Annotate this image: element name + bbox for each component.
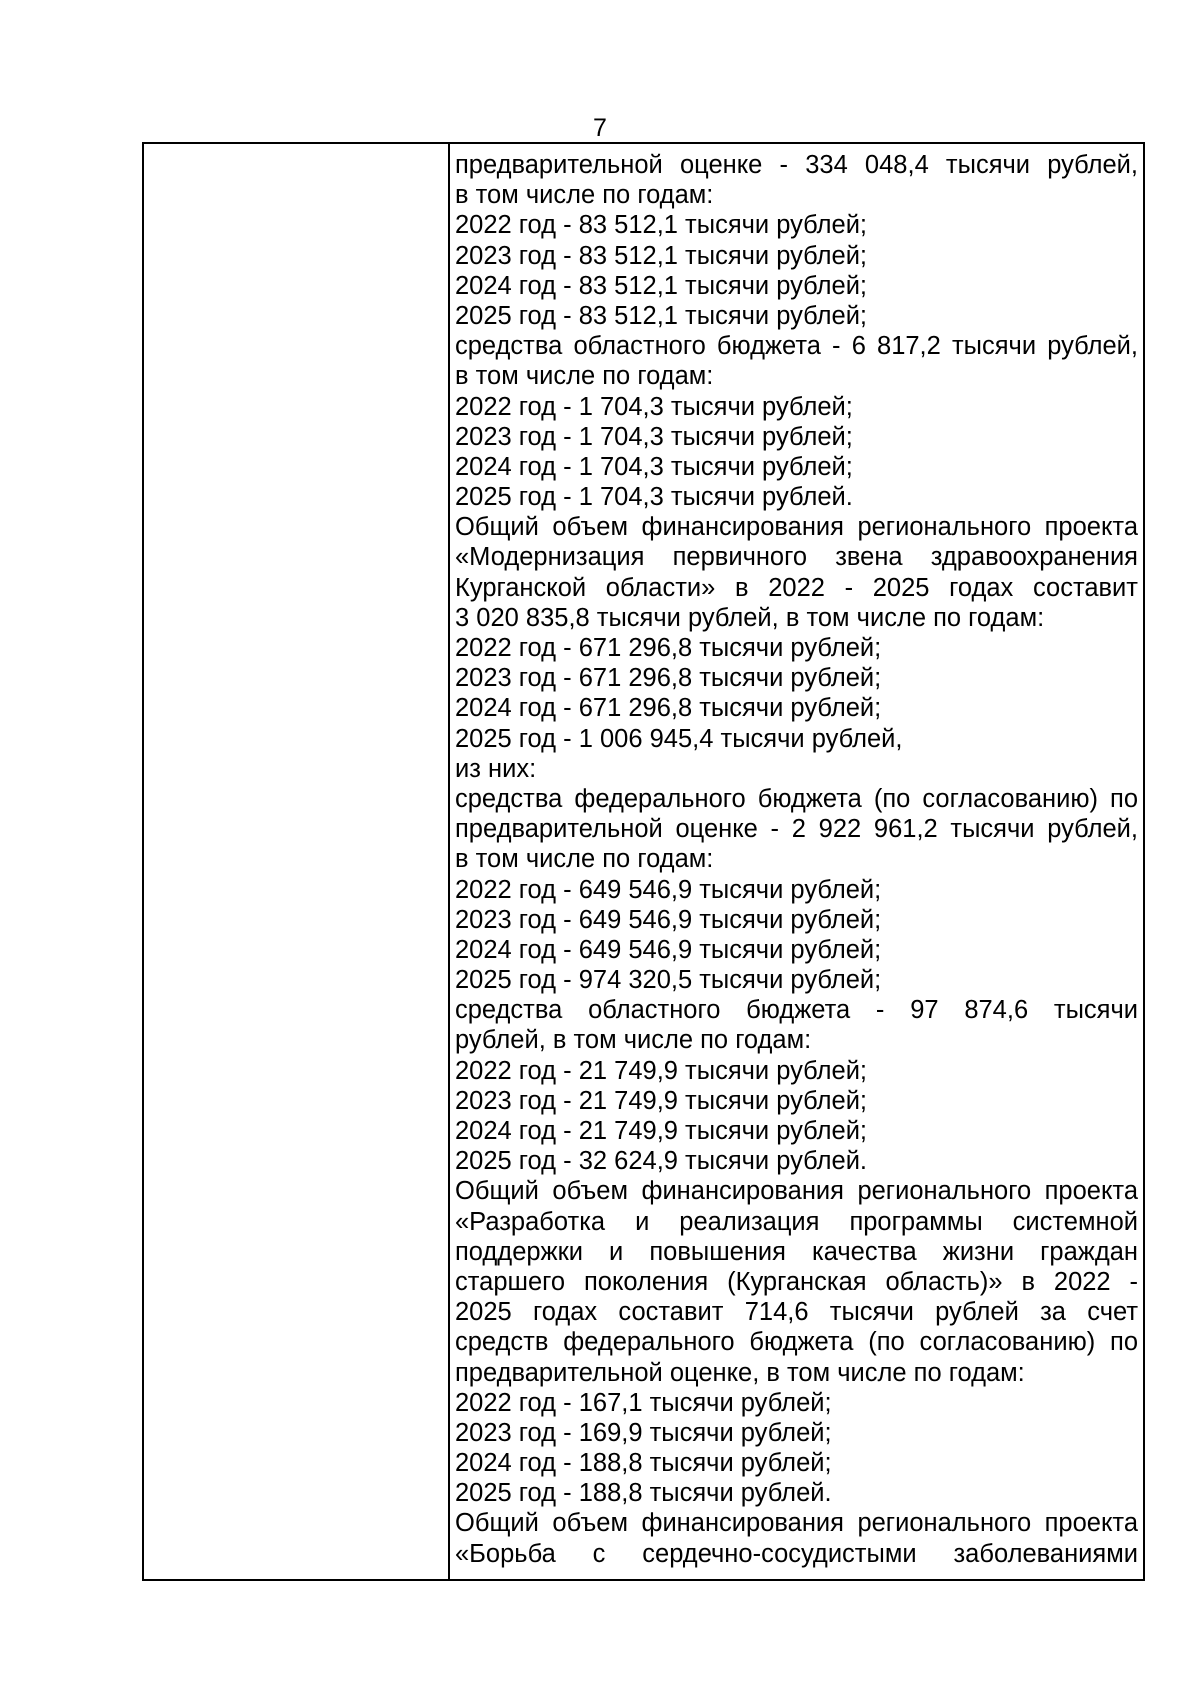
text-line: в том числе по годам: xyxy=(455,362,714,391)
text-line: 2024 год - 83 512,1 тысячи рублей; xyxy=(455,271,868,300)
text-line: Общий объем финансирования регионального проекта xyxy=(455,513,1138,542)
text-line: «Разработка и реализация программы системной xyxy=(455,1207,1138,1236)
text-line: 2023 год - 649 546,9 тысячи рублей; xyxy=(455,905,882,934)
text-line: Общий объем финансирования регионального проекта xyxy=(455,1177,1138,1206)
text-line: 2022 год - 83 512,1 тысячи рублей; xyxy=(455,211,868,240)
table-left-column xyxy=(144,144,450,1579)
text-line: средства областного бюджета - 97 874,6 тысячи xyxy=(455,996,1138,1025)
page-number: 7 xyxy=(593,114,607,142)
text-line: предварительной оценке - 334 048,4 тысячи рублей, xyxy=(455,151,1138,179)
text-line: 2023 год - 21 749,9 тысячи рублей; xyxy=(455,1086,868,1115)
text-line: «Борьба с сердечно-сосудистыми заболеваниями xyxy=(455,1539,1138,1568)
text-line: из них: xyxy=(455,754,537,783)
text-line: Курганской области» в 2022 - 2025 годах составит xyxy=(455,573,1138,602)
text-line: средства областного бюджета - 6 817,2 тысячи рублей, xyxy=(455,332,1138,361)
text-line: 2025 годах составит 714,6 тысячи рублей за счет xyxy=(455,1298,1138,1327)
text-line: 2023 год - 169,9 тысячи рублей; xyxy=(455,1418,832,1447)
text-line: в том числе по годам: xyxy=(455,181,714,210)
text-line: 2023 год - 671 296,8 тысячи рублей; xyxy=(455,664,882,693)
text-line: Общий объем финансирования регионального проекта xyxy=(455,1509,1138,1538)
text-line: 2022 год - 21 749,9 тысячи рублей; xyxy=(455,1056,868,1085)
text-line: 2025 год - 32 624,9 тысячи рублей. xyxy=(455,1147,868,1176)
text-line: 3 020 835,8 тысячи рублей, в том числе по годам: xyxy=(455,603,1045,632)
text-line: 2025 год - 83 512,1 тысячи рублей; xyxy=(455,301,868,330)
text-line: «Модернизация первичного звена здравоохранения xyxy=(455,543,1138,572)
table-right-column xyxy=(452,144,1143,1579)
text-line: в том числе по годам: xyxy=(455,845,714,874)
content-table xyxy=(142,142,1145,1581)
text-line: 2024 год - 188,8 тысячи рублей; xyxy=(455,1449,832,1478)
text-line: предварительной оценке, в том числе по годам: xyxy=(455,1358,1025,1387)
text-line: предварительной оценке - 2 922 961,2 тысячи рублей, xyxy=(455,815,1138,844)
text-line: 2024 год - 671 296,8 тысячи рублей; xyxy=(455,694,882,723)
text-line: средства федерального бюджета (по согласованию) по xyxy=(455,784,1138,813)
text-line: 2022 год - 167,1 тысячи рублей; xyxy=(455,1388,832,1417)
text-line: 2025 год - 1 704,3 тысячи рублей. xyxy=(455,483,853,512)
text-line: 2022 год - 649 546,9 тысячи рублей; xyxy=(455,875,882,904)
text-line: 2023 год - 1 704,3 тысячи рублей; xyxy=(455,422,853,451)
text-line: рублей, в том числе по годам: xyxy=(455,1026,812,1055)
text-line: средств федерального бюджета (по согласованию) по xyxy=(455,1328,1138,1357)
text-line: 2022 год - 1 704,3 тысячи рублей; xyxy=(455,392,853,421)
text-line: 2022 год - 671 296,8 тысячи рублей; xyxy=(455,634,882,662)
text-line: 2025 год - 974 320,5 тысячи рублей; xyxy=(455,966,882,995)
text-line: поддержки и повышения качества жизни граждан xyxy=(455,1237,1138,1266)
text-line: 2025 год - 188,8 тысячи рублей. xyxy=(455,1479,832,1508)
text-line: 2024 год - 21 749,9 тысячи рублей; xyxy=(455,1117,868,1145)
text-line: 2024 год - 1 704,3 тысячи рублей; xyxy=(455,452,853,481)
text-line: 2024 год - 649 546,9 тысячи рублей; xyxy=(455,935,882,964)
text-line: 2025 год - 1 006 945,4 тысячи рублей, xyxy=(455,724,903,753)
text-line: 2023 год - 83 512,1 тысячи рублей; xyxy=(455,241,868,270)
text-line: старшего поколения (Курганская область)» в 2022 - xyxy=(455,1267,1138,1296)
